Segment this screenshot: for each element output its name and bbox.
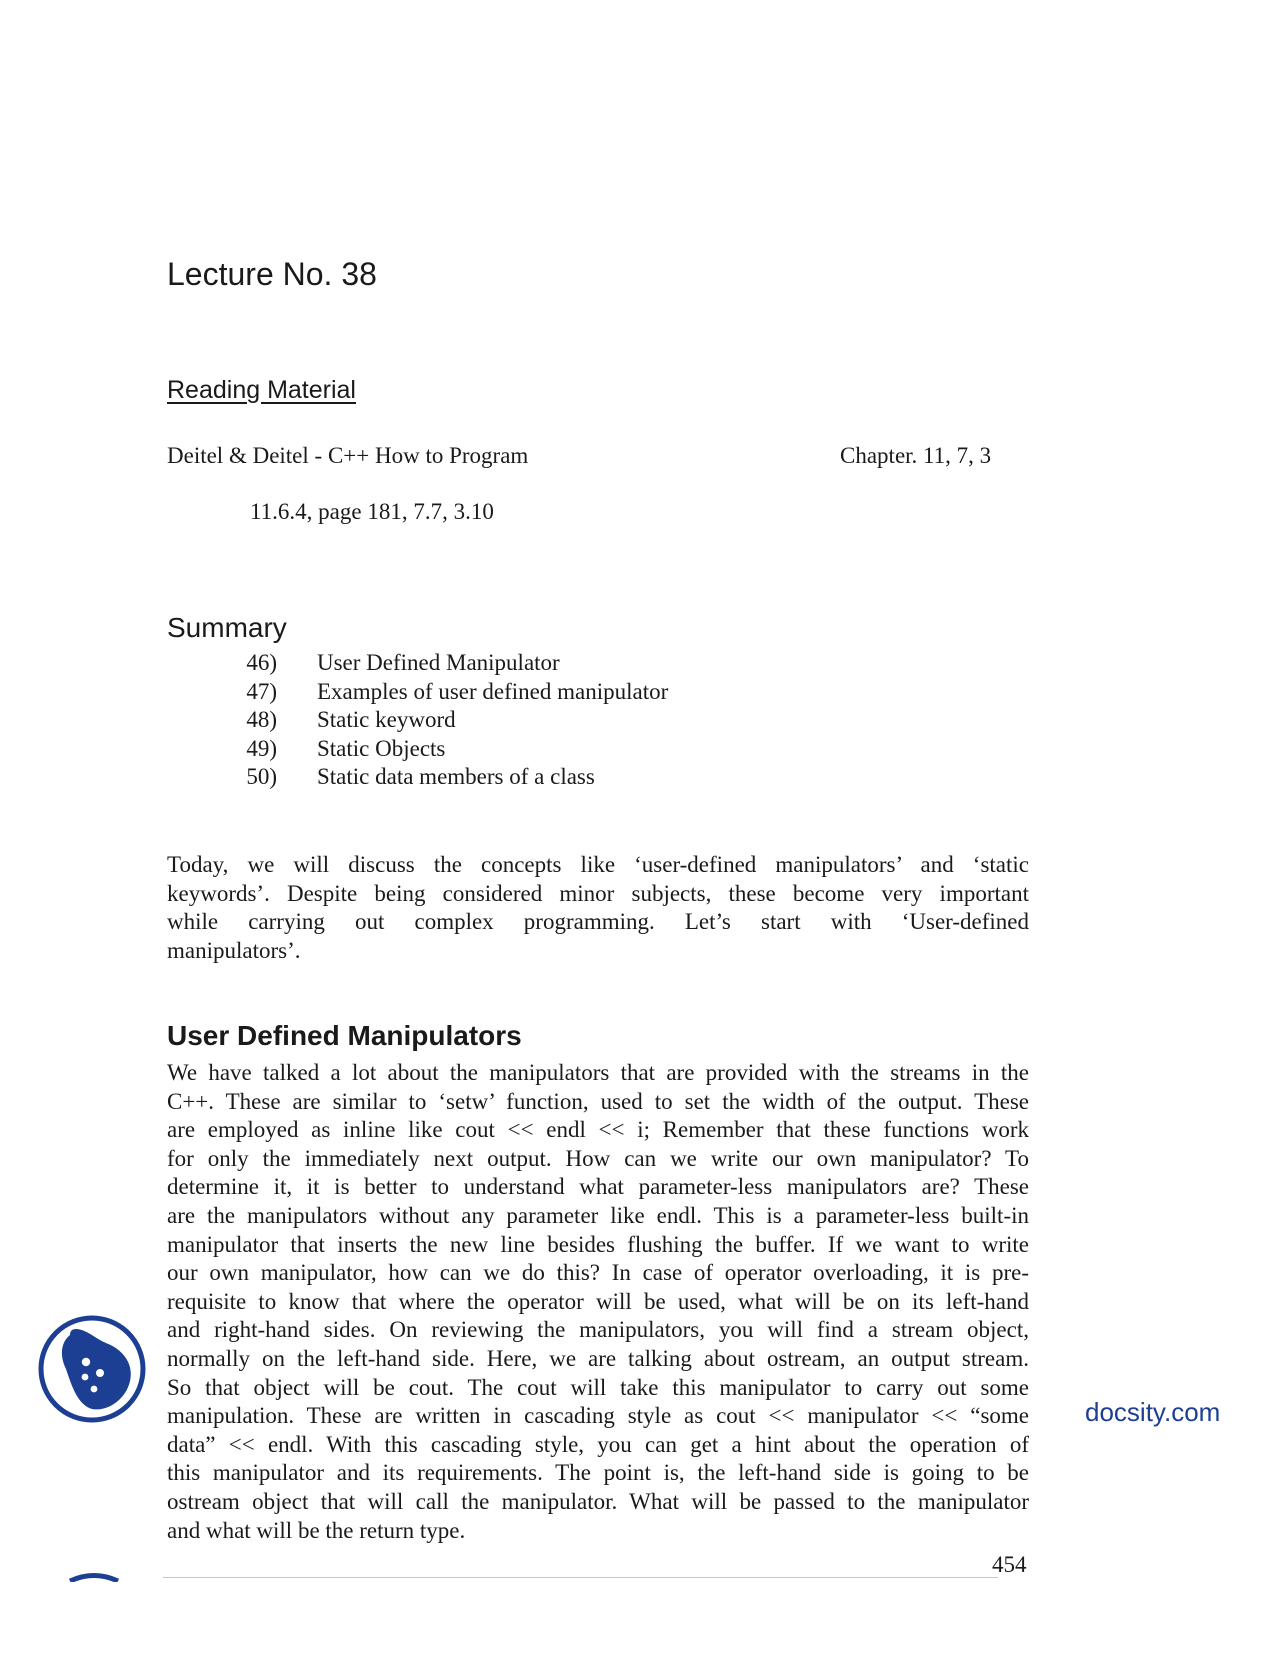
paragraph-line: this manipulator and its requirements. The point is, the left-hand side is going to be: [167, 1460, 1029, 1486]
paragraph-line: are the manipulators without any parameter like endl. This is a parameter-less built-in: [167, 1202, 1029, 1228]
paragraph-line: C++. These are similar to ‘setw’ function, used to set the width of the output. These: [167, 1088, 1029, 1114]
summary-item-text: Static Objects: [317, 735, 446, 761]
docsity-watermark[interactable]: docsity.com: [1085, 1397, 1221, 1427]
summary-item-number: 50): [246, 764, 277, 790]
logo-fragment-icon: [66, 1572, 122, 1582]
summary-item-text: User Defined Manipulator: [317, 650, 560, 675]
intro-paragraph: [167, 852, 1029, 966]
paragraph-line: keywords’. Despite being considered minor subjects, these become very important: [167, 880, 1029, 906]
paragraph-line: manipulators’.: [167, 937, 301, 963]
docsity-logo-icon[interactable]: [36, 1313, 148, 1425]
reading-material-heading: Reading Material: [167, 376, 356, 404]
summary-item: [240, 736, 940, 765]
summary-item-text: Static data members of a class: [317, 764, 595, 790]
paragraph-line: determine it, it is better to understand what parameter-less manipulators are? These: [167, 1174, 1029, 1200]
summary-item: [240, 679, 940, 708]
paragraph-line: data” << endl. With this cascading style, you can get a hint about the operation of: [167, 1431, 1029, 1457]
summary-item-number: 47): [246, 678, 277, 704]
page-number: 454: [992, 1552, 1027, 1577]
summary-item: [240, 764, 940, 793]
paragraph-line: manipulator that inserts the new line besides flushing the buffer. If we want to write: [167, 1231, 1029, 1257]
lecture-title: Lecture No. 38: [167, 256, 377, 292]
summary-heading: Summary: [167, 612, 287, 643]
summary-item: [240, 650, 940, 679]
chapter-reference: Chapter. 11, 7, 3: [840, 443, 992, 468]
paragraph-line: requisite to know that where the operator will be used, what will be on its left-hand: [167, 1288, 1029, 1314]
paragraph-line: and what will be the return type.: [167, 1517, 466, 1543]
summary-list: [240, 650, 940, 793]
summary-item-text: Static keyword: [317, 707, 456, 733]
summary-item-number: 46): [246, 650, 277, 675]
paragraph-line: for only the immediately next output. How can we write our own manipulator? To: [167, 1145, 1029, 1171]
section-reference: 11.6.4, page 181, 7.7, 3.10: [250, 499, 494, 524]
paragraph-line: So that object will be cout. The cout will take this manipulator to carry out some: [167, 1374, 1029, 1400]
paragraph-line: We have talked a lot about the manipulators that are provided with the streams in the: [167, 1060, 1029, 1085]
paragraph-line: Today, we will discuss the concepts like ‘user-defined manipulators’ and ‘static: [167, 852, 1029, 877]
section-heading: User Defined Manipulators: [167, 1020, 522, 1051]
summary-item-text: Examples of user defined manipulator: [317, 678, 669, 704]
footer-divider: [163, 1577, 998, 1578]
summary-item-number: 48): [246, 707, 277, 733]
summary-item-number: 49): [246, 735, 277, 761]
paragraph-line: manipulation. These are written in cascading style as cout << manipulator << “some: [167, 1403, 1029, 1429]
paragraph-line: and right-hand sides. On reviewing the manipulators, you will find a stream object,: [167, 1317, 1029, 1343]
body-paragraph: [167, 1060, 1029, 1546]
summary-item: [240, 707, 940, 736]
paragraph-line: ostream object that will call the manipulator. What will be passed to the manipulator: [167, 1488, 1029, 1514]
paragraph-line: our own manipulator, how can we do this? In case of operator overloading, it is pre-: [167, 1260, 1029, 1286]
paragraph-line: while carrying out complex programming. Let’s start with ‘User-defined: [167, 909, 1029, 935]
paragraph-line: are employed as inline like cout << endl << i; Remember that these functions work: [167, 1117, 1029, 1143]
book-reference: Deitel & Deitel - C++ How to Program: [167, 443, 529, 468]
paragraph-line: normally on the left-hand side. Here, we are talking about ostream, an output stream.: [167, 1345, 1029, 1371]
